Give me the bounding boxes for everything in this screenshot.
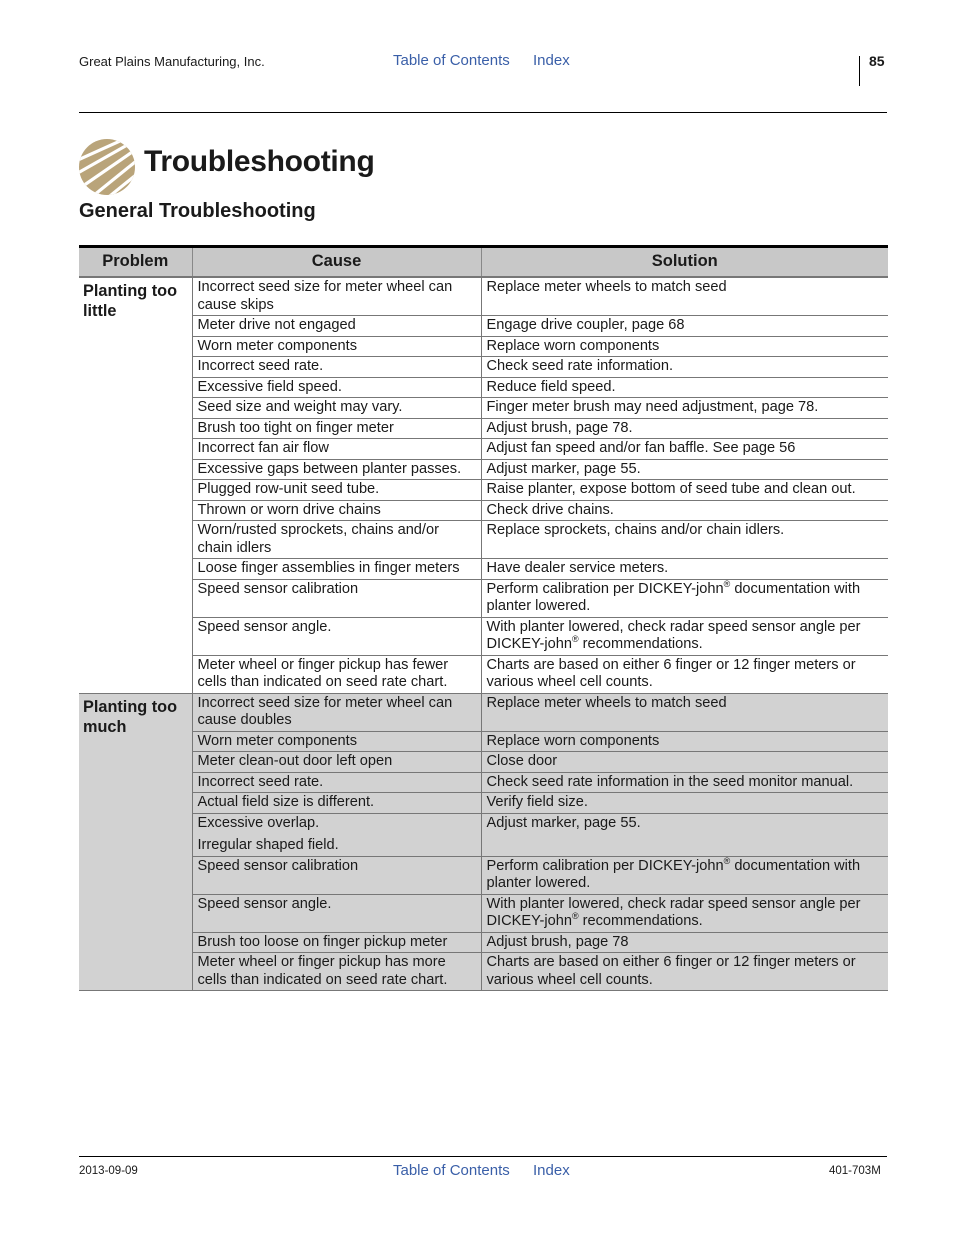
solution-cell: Check seed rate information. <box>481 357 888 378</box>
table-row <box>79 731 888 752</box>
solution-cell: Close door <box>481 752 888 773</box>
footer-toc-link[interactable]: Table of Contents <box>393 1162 510 1179</box>
header-index-link[interactable]: Index <box>533 52 570 69</box>
header-problem: Problem <box>79 247 192 278</box>
table-row <box>79 480 888 501</box>
table-row <box>79 439 888 460</box>
table-header-row <box>79 247 888 278</box>
table-row <box>79 336 888 357</box>
cause-cell: Meter wheel or finger pickup has more cells than indicated on seed rate chart. <box>192 953 481 991</box>
solution-cell: Adjust marker, page 55. <box>481 813 888 856</box>
cause-cell: Speed sensor angle. <box>192 617 481 655</box>
table-row <box>79 521 888 559</box>
problem-planting-too-little: Planting too little <box>79 277 192 693</box>
header-rule <box>79 112 887 113</box>
cause-cell: Plugged row-unit seed tube. <box>192 480 481 501</box>
cause-cell: Excessive overlap. Irregular shaped field. <box>192 813 481 856</box>
solution-cell: Engage drive coupler, page 68 <box>481 316 888 337</box>
table-row <box>79 459 888 480</box>
cause-cell: Speed sensor calibration <box>192 856 481 894</box>
cause-cell: Excessive gaps between planter passes. <box>192 459 481 480</box>
cause-cell: Seed size and weight may vary. <box>192 398 481 419</box>
cause-cell: Incorrect seed size for meter wheel can cause doubles <box>192 693 481 731</box>
table-row <box>79 953 888 991</box>
cause-cell: Worn meter components <box>192 731 481 752</box>
problem-planting-too-much: Planting too much <box>79 693 192 991</box>
table-row <box>79 655 888 693</box>
cause-cell: Incorrect seed size for meter wheel can cause skips <box>192 277 481 316</box>
table-row <box>79 772 888 793</box>
solution-cell: Replace worn components <box>481 731 888 752</box>
solution-cell: Replace meter wheels to match seed <box>481 277 888 316</box>
solution-cell: Check seed rate information in the seed monitor manual. <box>481 772 888 793</box>
table-row <box>79 932 888 953</box>
cause-cell: Worn meter components <box>192 336 481 357</box>
table-row <box>79 357 888 378</box>
solution-cell: Adjust fan speed and/or fan baffle. See page 56 <box>481 439 888 460</box>
company-name: Great Plains Manufacturing, Inc. <box>79 54 265 69</box>
cause-cell: Excessive field speed. <box>192 377 481 398</box>
footer-date: 2013-09-09 <box>79 1165 138 1177</box>
table-row <box>79 398 888 419</box>
solution-cell: Replace meter wheels to match seed <box>481 693 888 731</box>
solution-cell: Raise planter, expose bottom of seed tube and clean out. <box>481 480 888 501</box>
solution-cell: Finger meter brush may need adjustment, page 78. <box>481 398 888 419</box>
table-row <box>79 316 888 337</box>
solution-cell: Charts are based on either 6 finger or 12 finger meters or various wheel cell counts. <box>481 953 888 991</box>
table-row <box>79 377 888 398</box>
cause-cell: Speed sensor calibration <box>192 579 481 617</box>
cause-cell: Incorrect seed rate. <box>192 357 481 378</box>
solution-cell: Perform calibration per DICKEY-john® documentation with planter lowered. <box>481 579 888 617</box>
section-title: General Troubleshooting <box>79 200 316 222</box>
solution-cell: Reduce field speed. <box>481 377 888 398</box>
cause-cell: Actual field size is different. <box>192 793 481 814</box>
footer-doc-number: 401-703M <box>829 1165 881 1177</box>
table-row <box>79 559 888 580</box>
cause-cell: Brush too loose on finger pickup meter <box>192 932 481 953</box>
cause-cell: Worn/rusted sprockets, chains and/or chain idlers <box>192 521 481 559</box>
table-row <box>79 500 888 521</box>
solution-cell: Have dealer service meters. <box>481 559 888 580</box>
page-number: 85 <box>869 53 885 69</box>
header-solution: Solution <box>481 247 888 278</box>
table-row <box>79 579 888 617</box>
solution-cell: Adjust marker, page 55. <box>481 459 888 480</box>
solution-cell: Replace worn components <box>481 336 888 357</box>
table-row <box>79 418 888 439</box>
cause-cell: Meter wheel or finger pickup has fewer cells than indicated on seed rate chart. <box>192 655 481 693</box>
solution-cell: Verify field size. <box>481 793 888 814</box>
solution-cell: Replace sprockets, chains and/or chain idlers. <box>481 521 888 559</box>
troubleshooting-table <box>79 245 888 991</box>
cause-cell: Incorrect seed rate. <box>192 772 481 793</box>
solution-cell: With planter lowered, check radar speed sensor angle per DICKEY-john® recommendations. <box>481 894 888 932</box>
cause-cell: Brush too tight on finger meter <box>192 418 481 439</box>
table-row <box>79 693 888 731</box>
table-row <box>79 793 888 814</box>
solution-cell: Check drive chains. <box>481 500 888 521</box>
solution-cell: With planter lowered, check radar speed sensor angle per DICKEY-john® recommendations. <box>481 617 888 655</box>
page-title: Troubleshooting <box>144 145 375 178</box>
cause-cell: Meter drive not engaged <box>192 316 481 337</box>
cause-cell: Speed sensor angle. <box>192 894 481 932</box>
table-row <box>79 277 888 316</box>
solution-cell: Perform calibration per DICKEY-john® documentation with planter lowered. <box>481 856 888 894</box>
table-row <box>79 617 888 655</box>
cause-cell: Incorrect fan air flow <box>192 439 481 460</box>
table-row <box>79 813 888 856</box>
solution-cell: Charts are based on either 6 finger or 12 finger meters or various wheel cell counts. <box>481 655 888 693</box>
footer-rule <box>79 1156 887 1157</box>
header-toc-link[interactable]: Table of Contents <box>393 52 510 69</box>
solution-cell: Adjust brush, page 78 <box>481 932 888 953</box>
header-divider <box>859 56 860 86</box>
table-row <box>79 894 888 932</box>
table-row <box>79 856 888 894</box>
great-plains-logo-icon <box>78 138 136 196</box>
header-cause: Cause <box>192 247 481 278</box>
cause-cell: Meter clean-out door left open <box>192 752 481 773</box>
table-row <box>79 752 888 773</box>
footer-index-link[interactable]: Index <box>533 1162 570 1179</box>
cause-cell: Thrown or worn drive chains <box>192 500 481 521</box>
solution-cell: Adjust brush, page 78. <box>481 418 888 439</box>
cause-cell: Loose finger assemblies in finger meters <box>192 559 481 580</box>
